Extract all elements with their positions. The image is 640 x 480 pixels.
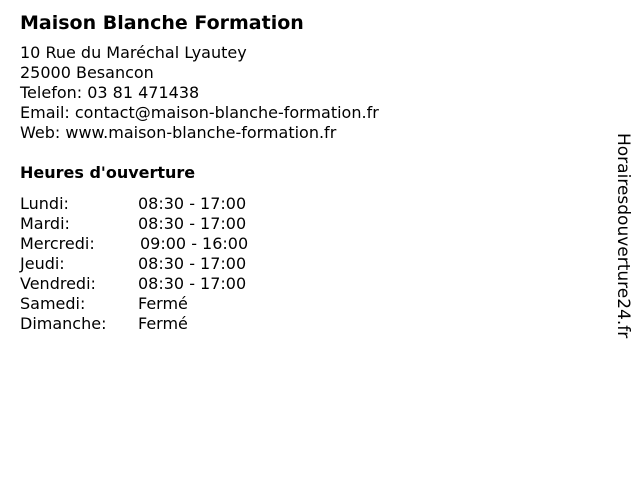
time-value: 08:30 - 17:00	[138, 274, 247, 293]
time-value: Fermé	[138, 294, 188, 313]
email-address: Email: contact@maison-blanche-formation.fr	[20, 103, 379, 122]
site-watermark: Horairesdouverture24.fr	[613, 133, 633, 339]
street-address: 10 Rue du Maréchal Lyautey	[20, 43, 247, 62]
day-label: Jeudi:	[20, 254, 65, 273]
time-value: Fermé	[138, 314, 188, 333]
phone-number: Telefon: 03 81 471438	[20, 83, 200, 102]
address-block	[20, 43, 379, 143]
time-value: 08:30 - 17:00	[138, 254, 247, 273]
website-url: Web: www.maison-blanche-formation.fr	[20, 123, 337, 142]
day-label: Mercredi:	[20, 234, 95, 253]
day-label: Lundi:	[20, 194, 69, 213]
time-value: 09:00 - 16:00	[140, 234, 249, 253]
day-label: Dimanche:	[20, 314, 107, 333]
hours-heading: Heures d'ouverture	[20, 163, 196, 182]
time-value: 08:30 - 17:00	[138, 194, 247, 213]
day-label: Vendredi:	[20, 274, 96, 293]
day-label: Samedi:	[20, 294, 86, 313]
city-postal: 25000 Besancon	[20, 63, 154, 82]
time-value: 08:30 - 17:00	[138, 214, 247, 233]
day-label: Mardi:	[20, 214, 70, 233]
business-name: Maison Blanche Formation	[20, 12, 304, 34]
